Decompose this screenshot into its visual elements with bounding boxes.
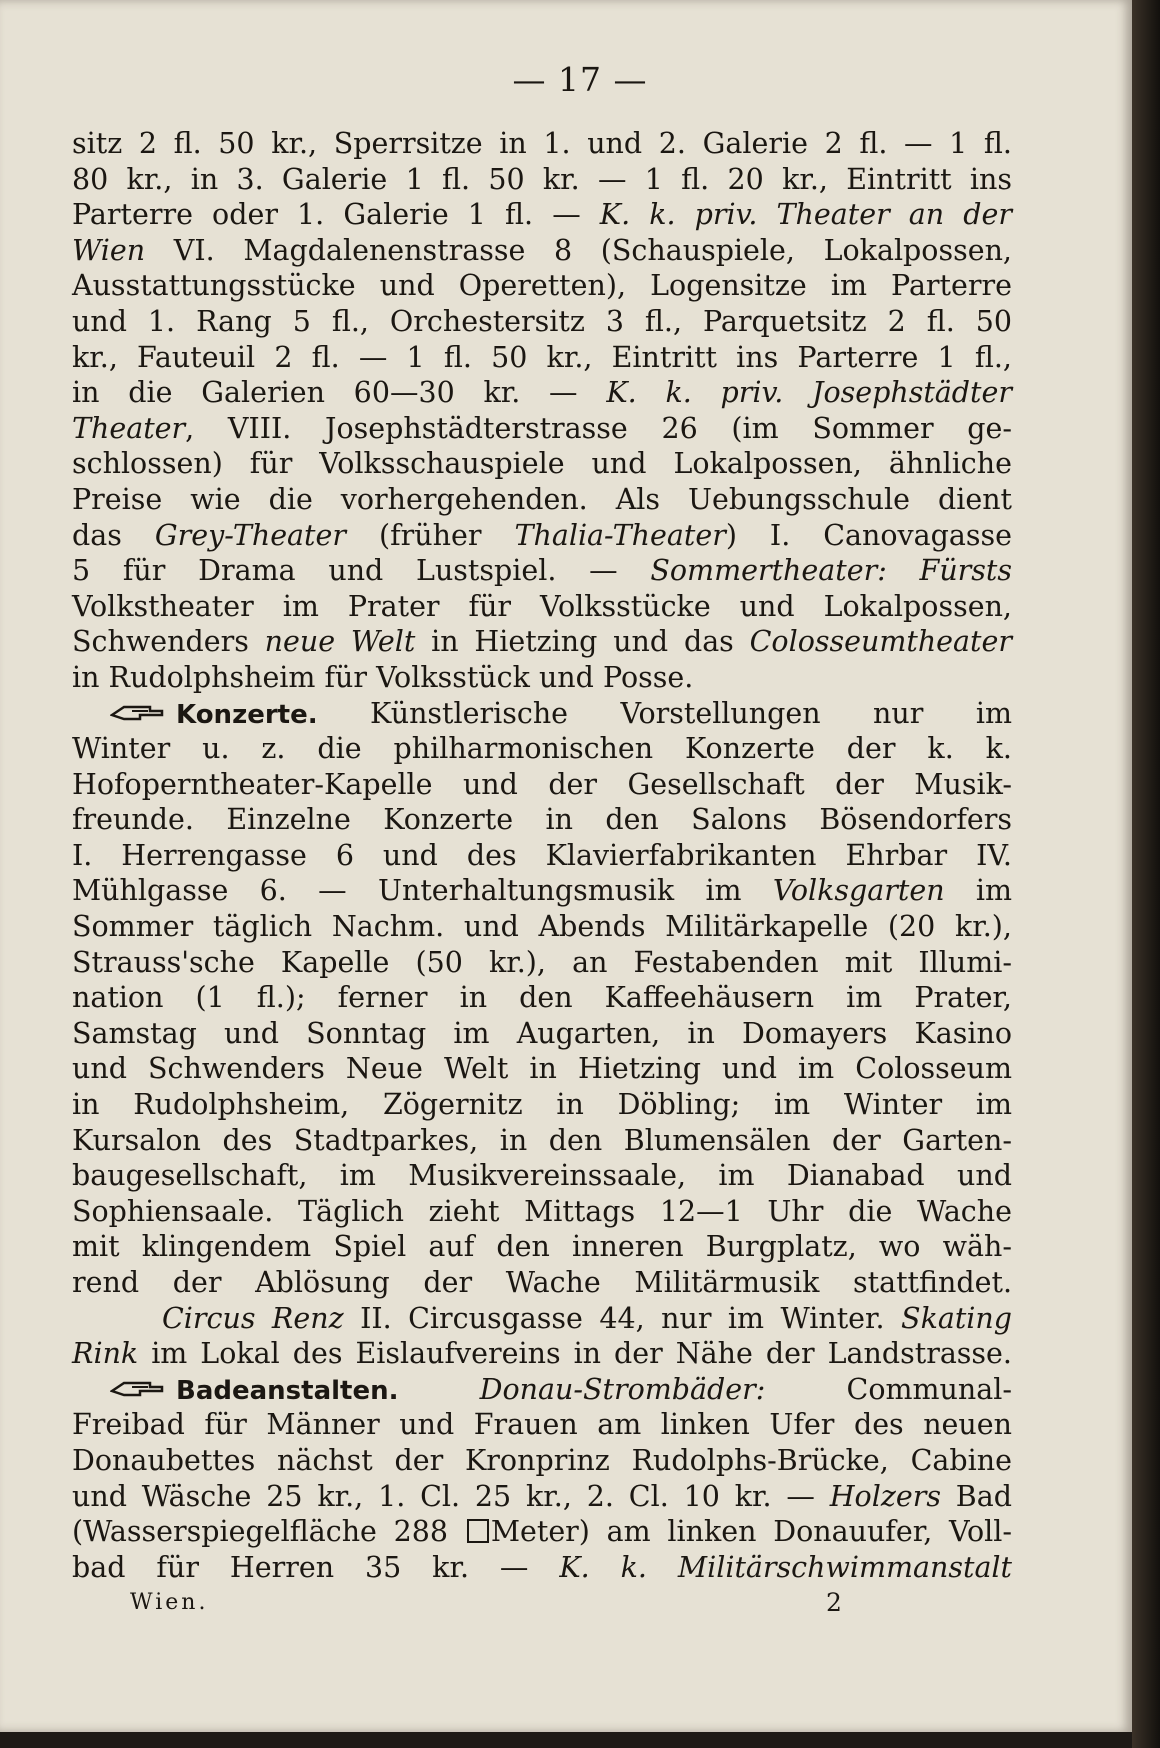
- text-line: in die Galerien 60—30 kr. — K. k. priv. Josephstädter: [72, 376, 1012, 410]
- pointing-hand-icon: [110, 701, 166, 725]
- text-line: Circus Renz II. Circusgasse 44, nur im Winter. Skating: [162, 1301, 1012, 1335]
- body-text: [72, 126, 1012, 1585]
- text-line: Strauss'sche Kapelle (50 kr.), an Festabenden mit Illumi-: [72, 945, 1012, 979]
- text-line: nation (1 fl.); ferner in den Kaffeehäusern im Prater,: [72, 981, 1012, 1015]
- text-line: I. Herrengasse 6 und des Klavierfabrikanten Ehrbar IV.: [72, 838, 1012, 872]
- page-edge: [1132, 0, 1160, 1748]
- pointing-hand-icon: [110, 1377, 166, 1401]
- text-line: Freibad für Männer und Frauen am linken Ufer des neuen: [72, 1408, 1012, 1442]
- text-line: Wien VI. Magdalenenstrasse 8 (Schauspiele, Lokalpossen,: [72, 233, 1012, 267]
- text-line: rend der Ablösung der Wache Militärmusik stattfindet.: [72, 1266, 1012, 1299]
- text-line: Theater, VIII. Josephstädterstrasse 26 (im Sommer ge-: [72, 411, 1012, 445]
- text-line: 5 für Drama und Lustspiel. — Sommertheater: Fürsts: [72, 554, 1012, 588]
- text-line: und 1. Rang 5 fl., Orchestersitz 3 fl., Parquetsitz 2 fl. 50: [72, 304, 1012, 338]
- text-line: kr., Fauteuil 2 fl. — 1 fl. 50 kr., Eintritt ins Parterre 1 fl.,: [72, 340, 1012, 374]
- text-line: Donaubettes nächst der Kronprinz Rudolphs-Brücke, Cabine: [72, 1443, 1012, 1477]
- text-line: sitz 2 fl. 50 kr., Sperrsitze in 1. und 2. Galerie 2 fl. — 1 fl.: [72, 127, 1012, 160]
- text-line: Sommer täglich Nachm. und Abends Militärkapelle (20 kr.),: [72, 910, 1012, 944]
- square-symbol-icon: [467, 1519, 489, 1543]
- text-line: Rink im Lokal des Eislaufvereins in der Nähe der Landstrasse.: [72, 1337, 1012, 1371]
- text-line: Parterre oder 1. Galerie 1 fl. — K. k. priv. Theater an der: [72, 198, 1012, 232]
- text-line: Preise wie die vorhergehenden. Als Uebungsschule dient: [72, 482, 1012, 516]
- section-heading-konzerte: Konzerte. Künstlerische Vorstellungen nur im: [72, 696, 1012, 732]
- text-line: Volkstheater im Prater für Volksstücke und Lokalpossen,: [72, 589, 1012, 623]
- section-heading-badeanstalten: Badeanstalten. Donau-Strombäder: Communal-: [72, 1372, 1012, 1408]
- text-line: Kursalon des Stadtparkes, in den Blumensälen der Garten-: [72, 1123, 1012, 1157]
- text-line: Samstag und Sonntag im Augarten, in Domayers Kasino: [72, 1016, 1012, 1050]
- page-number: — 17 —: [512, 60, 648, 99]
- signature-mark: Wien.: [130, 1590, 209, 1615]
- text-line: bad für Herren 35 kr. — K. k. Militärschwimmanstalt: [72, 1550, 1012, 1584]
- text-line: und Wäsche 25 kr., 1. Cl. 25 kr., 2. Cl. 10 kr. — Holzers Bad: [72, 1479, 1012, 1513]
- text-line: Mühlgasse 6. — Unterhaltungsmusik im Volksgarten im: [72, 874, 1012, 908]
- text-line: in Rudolphsheim für Volksstück und Posse.: [72, 660, 694, 694]
- text-line: Hofoperntheater-Kapelle und der Gesellschaft der Musik-: [72, 767, 1012, 801]
- text-line: und Schwenders Neue Welt in Hietzing und im Colosseum: [72, 1052, 1012, 1086]
- text-line: (Wasserspiegelfläche 288 Meter) am linken Donauufer, Voll-: [72, 1515, 1012, 1549]
- text-line: das Grey-Theater (früher Thalia-Theater) I. Canovagasse: [72, 518, 1012, 552]
- text-line: 80 kr., in 3. Galerie 1 fl. 50 kr. — 1 fl. 20 kr., Eintritt ins: [72, 162, 1012, 196]
- text-line: baugesellschaft, im Musikvereinssaale, im Dianabad und: [72, 1159, 1012, 1193]
- text-line: Ausstattungsstücke und Operetten), Logensitze im Parterre: [72, 269, 1012, 303]
- text-line: in Rudolphsheim, Zögernitz in Döbling; im Winter im: [72, 1088, 1012, 1122]
- text-line: Winter u. z. die philharmonischen Konzerte der k. k.: [72, 732, 1012, 766]
- text-line: Sophiensaale. Täglich zieht Mittags 12—1 Uhr die Wache: [72, 1194, 1012, 1228]
- text-line: freunde. Einzelne Konzerte in den Salons Bösendorfers: [72, 803, 1012, 837]
- text-line: schlossen) für Volksschauspiele und Lokalpossen, ähnliche: [72, 447, 1012, 481]
- text-line: mit klingendem Spiel auf den inneren Burgplatz, wo wäh-: [72, 1230, 1012, 1264]
- sheet-number: 2: [826, 1588, 842, 1617]
- text-line: Schwenders neue Welt in Hietzing und das Colosseumtheater: [72, 625, 1012, 659]
